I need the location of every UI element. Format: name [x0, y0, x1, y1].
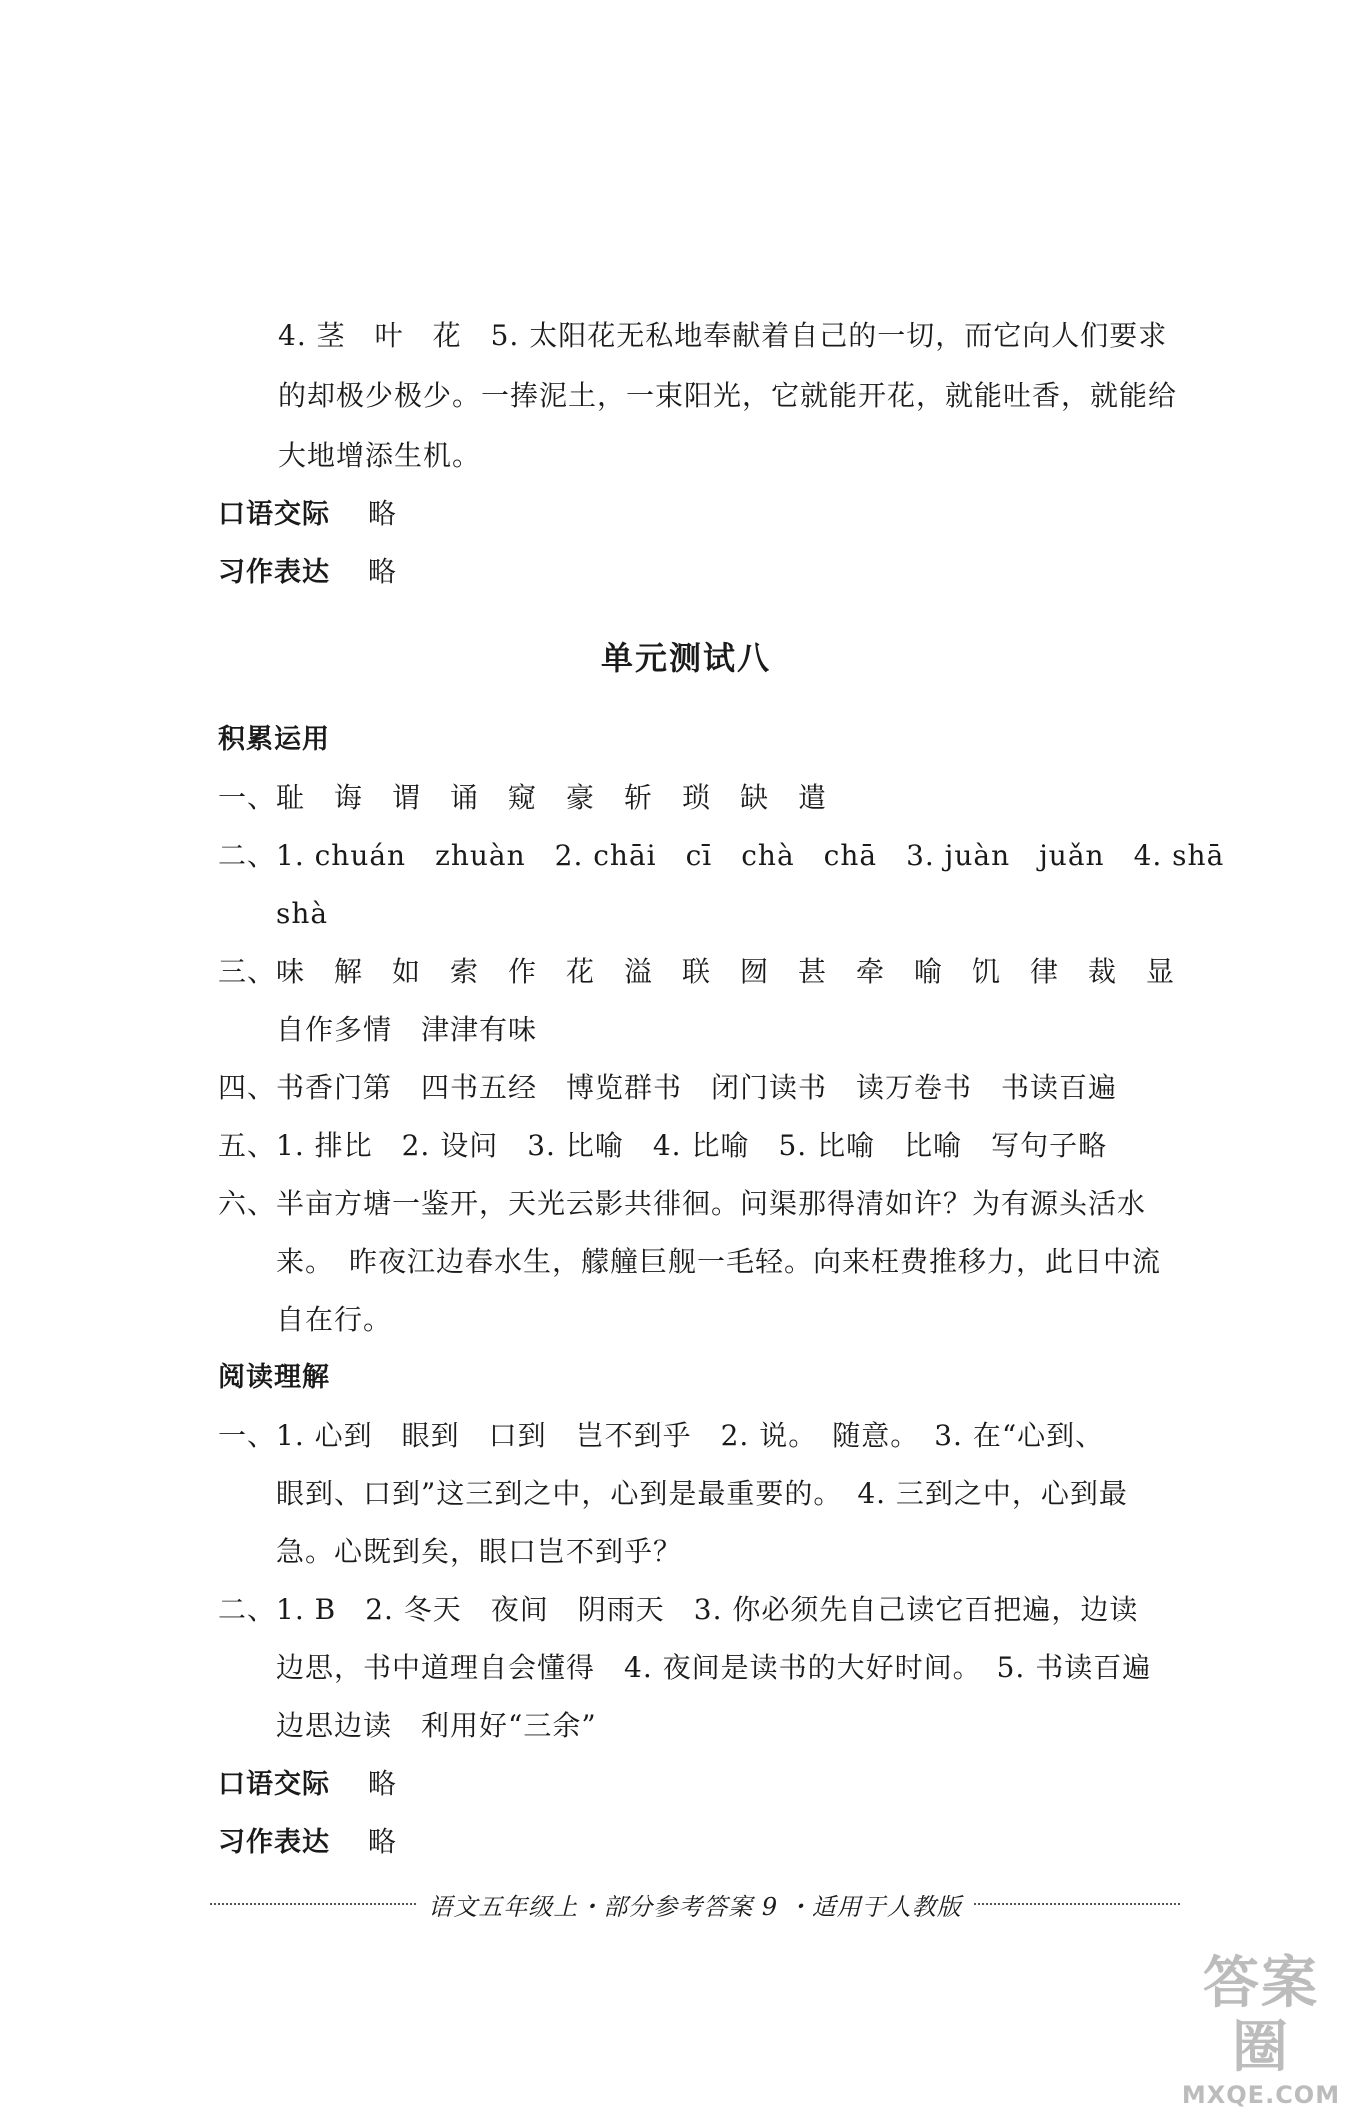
writing-expression-answer: 略	[367, 555, 397, 588]
footer-dotted-rule-left	[210, 1903, 416, 1905]
oral-communication-row	[218, 494, 397, 535]
accumulation-line-9: 来。 昨夜江边春水生，艨艟巨舰一毛轻。向来枉费推移力，此日中流	[218, 1245, 1162, 1278]
reading-line-4: 二、1. B 2. 冬天 夜间 阴雨天 3. 你必须先自己读它百把遍，边读	[218, 1593, 1139, 1626]
watermark-top-text: 答案圈	[1203, 1951, 1319, 2080]
oral-communication-heading: 口语交际	[218, 499, 330, 530]
writing-expression-row-2	[218, 1822, 397, 1863]
answer-line-2: 的却极少极少。一捧泥土，一束阳光，它就能开花，就能吐香，就能给	[278, 379, 1178, 412]
reading-line-3: 急。心既到矣，眼口岂不到乎？	[218, 1535, 683, 1568]
accumulation-heading: 积累运用	[218, 724, 330, 755]
accumulation-line-5: 自作多情 津津有味	[218, 1013, 538, 1046]
writing-expression-heading-2: 习作表达	[218, 1827, 330, 1858]
writing-expression-answer-2: 略	[367, 1825, 397, 1858]
oral-communication-row-2	[218, 1764, 397, 1805]
writing-expression-row	[218, 552, 397, 593]
oral-communication-answer: 略	[367, 497, 397, 530]
reading-heading: 阅读理解	[218, 1362, 330, 1393]
accumulation-line-1: 一、耻 诲 谓 诵 窥 豪 斩 琐 缺 遣	[218, 781, 828, 814]
accumulation-line-8: 六、半亩方塘一鉴开，天光云影共徘徊。问渠那得清如许？为有源头活水	[218, 1187, 1147, 1220]
oral-communication-answer-2: 略	[367, 1767, 397, 1800]
accumulation-line-4: 三、味 解 如 索 作 花 溢 联 囫 甚 牵 喻 饥 律 裁 显	[218, 955, 1176, 988]
answer-line-3: 大地增添生机。	[278, 439, 482, 472]
footer-text: 语文五年级上・部分参考答案 9 ・适用于人教版	[428, 1892, 962, 1921]
accumulation-line-2: 二、1. chuán zhuàn 2. chāi cī chà chā 3. juàn juǎn 4. shā	[218, 839, 1225, 872]
reading-line-1: 一、1. 心到 眼到 口到 岂不到乎 2. 说。 随意。 3. 在“心到、	[218, 1419, 1105, 1452]
accumulation-line-10: 自在行。	[218, 1303, 393, 1336]
reading-line-2: 眼到、口到”这三到之中，心到是最重要的。 4. 三到之中，心到最	[218, 1477, 1128, 1510]
answer-line-1: 4. 茎 叶 花 5. 太阳花无私地奉献着自己的一切，而它向人们要求	[278, 319, 1168, 352]
oral-communication-heading-2: 口语交际	[218, 1769, 330, 1800]
writing-expression-heading: 习作表达	[218, 557, 330, 588]
accumulation-line-3: shà	[218, 897, 329, 930]
page-footer	[210, 1884, 1180, 1924]
reading-line-6: 边思边读 利用好“三余”	[218, 1709, 597, 1742]
reading-line-5: 边思，书中道理自会懂得 4. 夜间是读书的大好时间。 5. 书读百遍	[218, 1651, 1152, 1684]
unit-title: 单元测试八	[600, 639, 771, 677]
accumulation-line-6: 四、书香门第 四书五经 博览群书 闭门读书 读万卷书 书读百遍	[218, 1071, 1118, 1104]
watermark-bottom-text: MXQE.COM	[1181, 2081, 1341, 2109]
footer-dotted-rule-right	[974, 1903, 1180, 1905]
watermark-logo	[1176, 1951, 1346, 2109]
accumulation-line-7: 五、1. 排比 2. 设问 3. 比喻 4. 比喻 5. 比喻 比喻 写句子略	[218, 1129, 1108, 1162]
